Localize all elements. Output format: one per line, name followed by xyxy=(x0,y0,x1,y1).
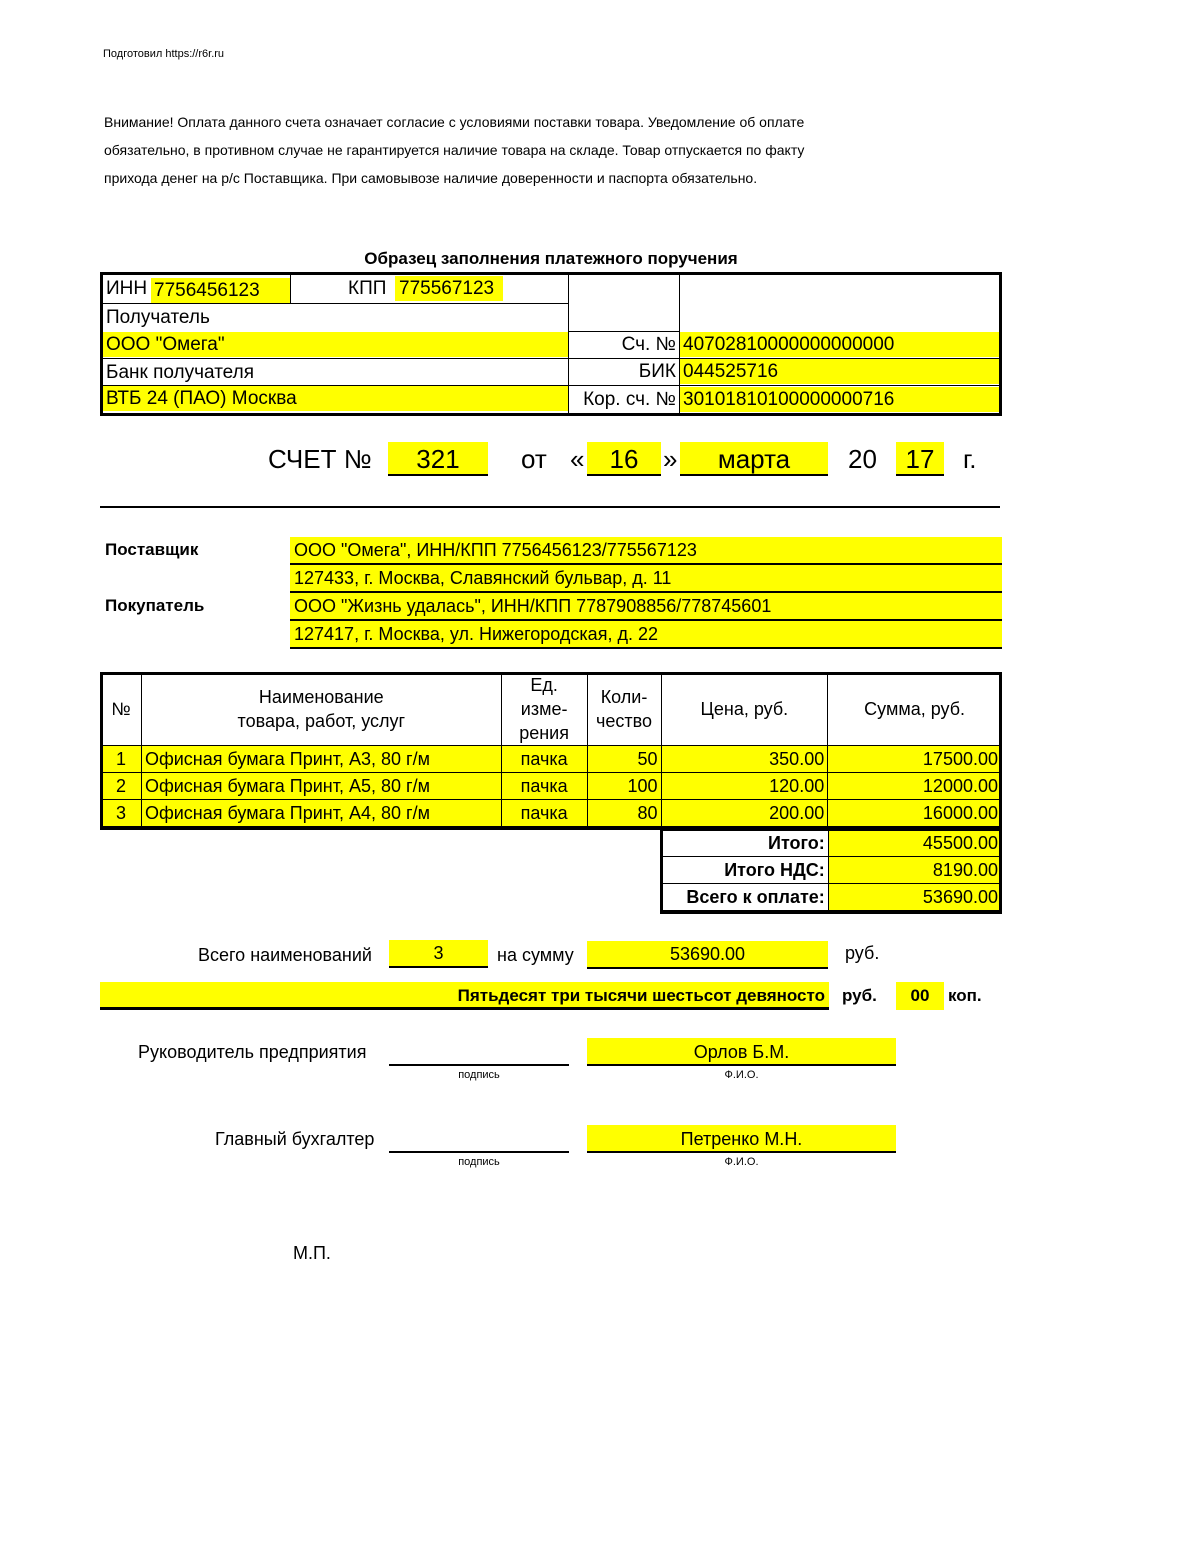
signature-caption: подпись xyxy=(458,1069,500,1081)
col-unit-header-line: рения xyxy=(519,723,569,743)
invoice-from: от xyxy=(521,444,547,474)
account-value: 40702810000000000000 xyxy=(680,332,999,357)
recipient-label: Получатель xyxy=(106,307,210,328)
buyer-address: 127417, г. Москва, ул. Нижегородская, д. 22 xyxy=(290,621,1002,649)
row-num: 1 xyxy=(101,746,142,773)
amount-label: на сумму xyxy=(497,945,574,965)
invoice-year-prefix: 20 xyxy=(848,444,877,474)
goods-table xyxy=(100,672,1002,827)
row-price: 200.00 xyxy=(661,800,828,827)
row-unit: пачка xyxy=(501,746,587,773)
notice-line: прихода денег на р/с Поставщика. При самовывозе наличие доверенности и паспорта обязательно. xyxy=(104,170,758,186)
row-num: 2 xyxy=(101,773,142,800)
table-row xyxy=(101,773,1002,800)
fio-caption: Ф.И.О. xyxy=(724,1069,759,1081)
table-row xyxy=(101,800,1002,827)
rub-label: руб. xyxy=(842,986,877,1005)
supplier-name: ООО "Омега", ИНН/КПП 7756456123/775567123 xyxy=(290,537,1002,565)
row-unit: пачка xyxy=(501,800,587,827)
bank-value: ВТБ 24 (ПАО) Москва xyxy=(103,386,568,411)
col-qty-header xyxy=(587,673,661,746)
buyer-label: Покупатель xyxy=(105,596,205,615)
total-label: Итого: xyxy=(661,830,829,857)
row-name: Офисная бумага Принт, А4, 80 г/м xyxy=(141,800,501,827)
invoice-year-abbr: г. xyxy=(963,444,977,474)
bank-label: Банк получателя xyxy=(106,362,254,383)
inn-value: 7756456123 xyxy=(151,278,290,303)
supplier-label: Поставщик xyxy=(105,540,199,559)
row-name: Офисная бумага Принт, А5, 80 г/м xyxy=(141,773,501,800)
col-unit-header-line: Ед. xyxy=(530,675,558,695)
items-count: 3 xyxy=(389,940,488,968)
goods-header-row xyxy=(101,673,1002,746)
col-qty-header-line: чество xyxy=(596,711,653,731)
prepared-by: Подготовил https://r6r.ru xyxy=(103,48,225,60)
table-row xyxy=(101,746,1002,773)
accountant-label: Главный бухгалтер xyxy=(215,1129,375,1149)
vat-row xyxy=(661,857,1002,884)
row-num: 3 xyxy=(101,800,142,827)
items-label: Всего наименований xyxy=(198,945,372,965)
supplier-address: 127433, г. Москва, Славянский бульвар, д. 11 xyxy=(290,565,1002,593)
stamp-place: М.П. xyxy=(293,1243,331,1263)
accountant-name: Петренко М.Н. xyxy=(587,1125,896,1153)
row-price: 120.00 xyxy=(661,773,828,800)
director-signature-line xyxy=(389,1064,569,1066)
director-name: Орлов Б.М. xyxy=(587,1038,896,1066)
row-sum: 17500.00 xyxy=(828,746,1002,773)
col-name-header xyxy=(141,673,501,746)
col-name-header-line: Наименование xyxy=(258,687,384,707)
amount-currency: руб. xyxy=(845,943,880,963)
recipient-value: ООО "Омега" xyxy=(103,332,568,357)
invoice-title: СЧЕТ № xyxy=(268,444,372,474)
col-name-header-line: товара, работ, услуг xyxy=(237,711,406,731)
invoice-year-suffix: 17 xyxy=(896,442,944,476)
col-qty-header-line: Коли- xyxy=(600,687,648,707)
corr-account-label: Кор. сч. № xyxy=(583,389,676,410)
quote-close: » xyxy=(663,444,678,474)
row-qty: 80 xyxy=(587,800,661,827)
vat-label: Итого НДС: xyxy=(661,857,829,884)
kpp-label: КПП xyxy=(348,278,387,299)
grand-total-label: Всего к оплате: xyxy=(661,884,829,911)
bik-label: БИК xyxy=(638,361,676,382)
total-value: 45500.00 xyxy=(828,830,1001,857)
col-sum-header: Сумма, руб. xyxy=(828,673,1002,746)
row-price: 350.00 xyxy=(661,746,828,773)
row-name: Офисная бумага Принт, А3, 80 г/м xyxy=(141,746,501,773)
payment-sample-title: Образец заполнения платежного поручения xyxy=(364,249,738,268)
row-sum: 16000.00 xyxy=(828,800,1002,827)
accountant-signature-line xyxy=(389,1151,569,1153)
notice-line: обязательно, в противном случае не гарантируется наличие товара на складе. Товар отпускается по факту xyxy=(104,142,805,158)
amount-value: 53690.00 xyxy=(587,941,828,969)
payment-notice xyxy=(104,108,904,192)
totals-table xyxy=(660,829,1002,911)
account-label: Сч. № xyxy=(621,334,676,355)
row-qty: 100 xyxy=(587,773,661,800)
bank-requisites-block xyxy=(100,272,1002,416)
kop-value: 00 xyxy=(896,982,944,1010)
notice-line: Внимание! Оплата данного счета означает согласие с условиями поставки товара. Уведомление об оплате xyxy=(104,114,805,130)
fio-caption: Ф.И.О. xyxy=(724,1156,759,1168)
grand-total-value: 53690.00 xyxy=(828,884,1001,911)
row-qty: 50 xyxy=(587,746,661,773)
invoice-day: 16 xyxy=(587,442,661,476)
grand-total-row xyxy=(661,884,1002,911)
corr-account-value: 30101810100000000716 xyxy=(680,387,999,412)
total-row xyxy=(661,830,1002,857)
buyer-name: ООО "Жизнь удалась", ИНН/КПП 7787908856/778745601 xyxy=(290,593,1002,621)
amount-in-words: Пятьдесят три тысячи шестьсот девяносто xyxy=(100,982,829,1010)
row-unit: пачка xyxy=(501,773,587,800)
row-sum: 12000.00 xyxy=(828,773,1002,800)
col-price-header: Цена, руб. xyxy=(661,673,828,746)
quote-open: « xyxy=(570,444,585,474)
col-unit-header-line: изме- xyxy=(520,699,568,719)
signature-caption: подпись xyxy=(458,1156,500,1168)
kpp-value: 775567123 xyxy=(395,276,503,301)
col-num-header: № xyxy=(101,673,142,746)
divider xyxy=(100,506,1000,508)
director-label: Руководитель предприятия xyxy=(138,1042,367,1062)
invoice-month: марта xyxy=(680,442,828,476)
kop-label: коп. xyxy=(948,986,982,1005)
vat-value: 8190.00 xyxy=(828,857,1001,884)
inn-label: ИНН xyxy=(106,278,148,299)
col-unit-header xyxy=(501,673,587,746)
bik-value: 044525716 xyxy=(680,359,999,384)
invoice-number: 321 xyxy=(388,442,488,476)
